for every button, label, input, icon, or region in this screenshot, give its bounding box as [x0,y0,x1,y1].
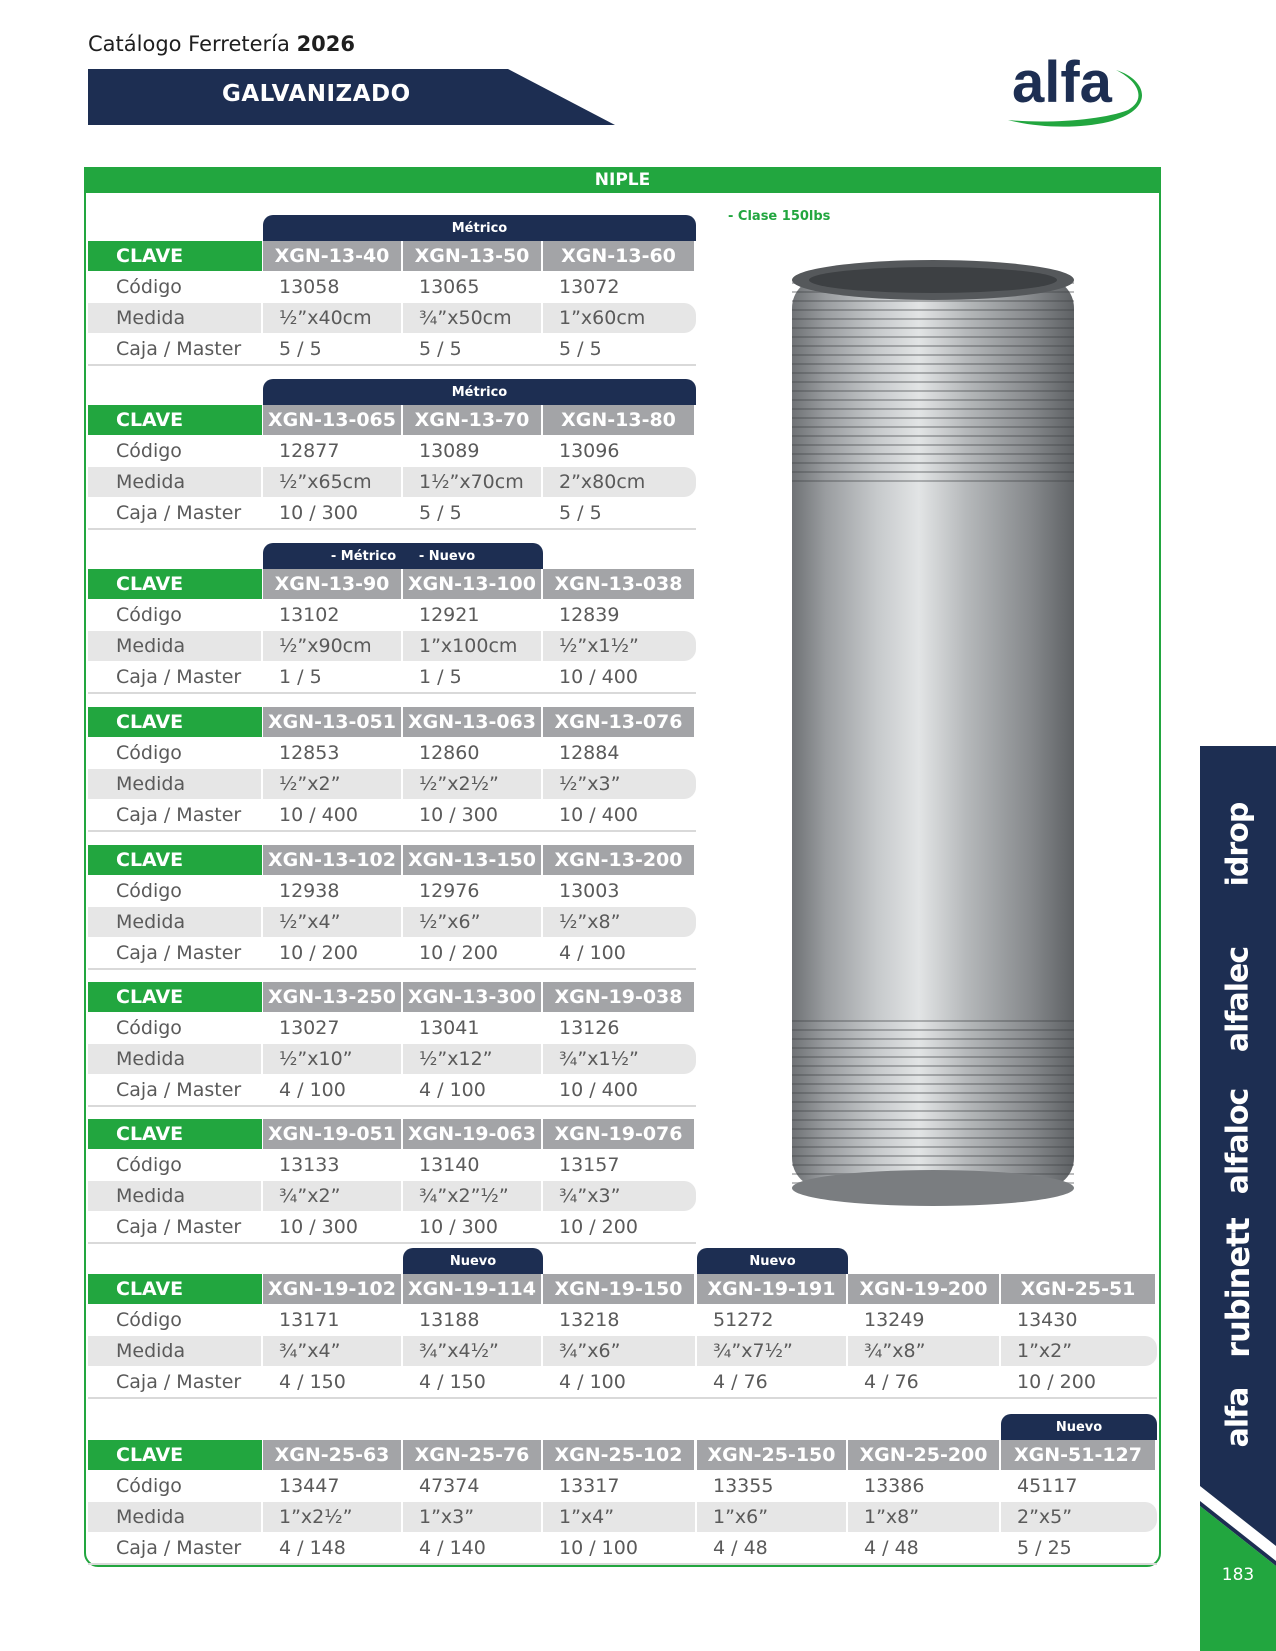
table-bottom-line [88,1397,1157,1399]
cell-medida: 2”x80cm [559,471,646,493]
column-separator [541,769,543,800]
table-bottom-line [88,528,696,530]
cell-caja: 4 / 48 [713,1537,768,1559]
table-bottom-line [88,692,696,694]
product-code: XGN-19-076 [543,1119,694,1149]
product-code: XGN-13-065 [263,405,401,435]
cell-caja: 5 / 5 [419,502,462,524]
page-number: 183 [1221,1565,1255,1585]
cell-caja: 10 / 300 [279,1216,358,1238]
cell-codigo: 13157 [559,1154,620,1176]
column-separator [401,303,403,334]
column-separator [541,631,543,662]
header-tag: - Métrico - Nuevo [263,543,543,569]
cell-caja: 5 / 25 [1017,1537,1072,1559]
cell-medida: 1”x8” [864,1506,920,1528]
table-bottom-line [88,1242,696,1244]
catalog-label: Catálogo Ferretería [88,32,290,56]
column-separator [401,1502,403,1533]
clave-label: CLAVE [88,1274,262,1304]
column-separator [261,1044,263,1075]
cell-medida: ½”x3” [559,773,621,795]
cell-codigo: 13058 [279,276,340,298]
class-note: - Clase 150lbs [728,209,831,224]
product-code: XGN-13-200 [543,845,694,875]
product-code: XGN-13-102 [263,845,401,875]
column-separator [401,769,403,800]
cell-caja: 10 / 400 [559,1079,638,1101]
row-label-caja: Caja / Master [116,1537,242,1559]
cell-caja: 4 / 140 [419,1537,486,1559]
cell-medida: ¾”x6” [559,1340,621,1362]
cell-medida: 1½”x70cm [419,471,524,493]
cell-medida: ¾”x3” [559,1185,621,1207]
cell-codigo: 12860 [419,742,480,764]
cell-codigo: 13072 [559,276,620,298]
product-code: XGN-25-200 [848,1440,999,1470]
column-separator [261,769,263,800]
cell-codigo: 13096 [559,440,620,462]
product-code: XGN-13-150 [403,845,541,875]
cell-codigo: 13089 [419,440,480,462]
cell-codigo: 51272 [713,1309,774,1331]
cell-codigo: 13171 [279,1309,340,1331]
cell-codigo: 13126 [559,1017,620,1039]
cell-codigo: 13188 [419,1309,480,1331]
product-code: XGN-25-76 [403,1440,541,1470]
product-code: XGN-19-102 [263,1274,401,1304]
cell-codigo: 12938 [279,880,340,902]
cell-codigo: 13430 [1017,1309,1078,1331]
row-label-codigo: Código [116,1017,182,1039]
row-label-caja: Caja / Master [116,502,242,524]
cell-caja: 10 / 200 [419,942,498,964]
row-label-medida: Medida [116,471,186,493]
column-separator [261,467,263,498]
clave-label: CLAVE [88,707,262,737]
table-bottom-line [88,968,696,970]
cell-medida: ¾”x2” [279,1185,341,1207]
column-separator [401,1044,403,1075]
cell-codigo: 12976 [419,880,480,902]
brand-idrop: idrop [1220,802,1256,887]
row-label-caja: Caja / Master [116,666,242,688]
cell-caja: 4 / 76 [713,1371,768,1393]
cell-caja: 5 / 5 [279,338,322,360]
product-code: XGN-25-51 [1001,1274,1155,1304]
row-label-codigo: Código [116,1154,182,1176]
brand-rubinett: rubinett [1219,1218,1257,1358]
row-label-caja: Caja / Master [116,1371,242,1393]
product-code: XGN-13-063 [403,707,541,737]
row-label-medida: Medida [116,1340,186,1362]
row-label-medida: Medida [116,635,186,657]
product-code: XGN-19-038 [543,982,694,1012]
brand-alfa: alfa [1220,1387,1256,1448]
column-separator [541,303,543,334]
cell-codigo: 13027 [279,1017,340,1039]
table-bottom-line [88,1105,696,1107]
logo-text: alfa [1012,50,1112,115]
column-separator [541,1336,543,1367]
header-tag: Métrico [263,215,696,241]
cell-caja: 1 / 5 [419,666,462,688]
cell-medida: ¾”x2”½” [419,1185,509,1207]
cell-codigo: 12884 [559,742,620,764]
cell-medida: ½”x4” [279,911,341,933]
cell-caja: 4 / 100 [279,1079,346,1101]
cell-medida: ½”x40cm [279,307,372,329]
clave-label: CLAVE [88,1119,262,1149]
cell-caja: 4 / 100 [559,942,626,964]
cell-medida: ¾”x50cm [419,307,512,329]
column-separator [261,907,263,938]
row-label-codigo: Código [116,604,182,626]
row-label-medida: Medida [116,1048,186,1070]
column-separator [261,1502,263,1533]
brand-alfaloc: alfaloc [1220,1088,1256,1195]
product-code: XGN-19-150 [543,1274,694,1304]
product-code: XGN-13-300 [403,982,541,1012]
cell-caja: 10 / 200 [559,1216,638,1238]
cell-medida: ½”x8” [559,911,621,933]
cell-medida: 1”x4” [559,1506,615,1528]
cell-medida: ¾”x8” [864,1340,926,1362]
column-separator [999,1502,1001,1533]
column-separator [401,1181,403,1212]
cell-codigo: 13140 [419,1154,480,1176]
product-code: XGN-13-076 [543,707,694,737]
cell-medida: 1”x60cm [559,307,646,329]
cell-medida: ½”x2” [279,773,341,795]
catalog-title [88,32,355,56]
row-label-medida: Medida [116,1185,186,1207]
cell-medida: 1”x3” [419,1506,475,1528]
cell-caja: 10 / 100 [559,1537,638,1559]
column-separator [695,1336,697,1367]
column-separator [846,1336,848,1367]
cell-medida: 1”x6” [713,1506,769,1528]
table-bottom-line [88,830,696,832]
column-separator [541,1181,543,1212]
row-label-codigo: Código [116,880,182,902]
cell-medida: 2”x5” [1017,1506,1073,1528]
row-label-medida: Medida [116,1506,186,1528]
product-code: XGN-19-200 [848,1274,999,1304]
cell-medida: ½”x12” [419,1048,493,1070]
column-separator [541,907,543,938]
cell-codigo: 12839 [559,604,620,626]
alfa-logo [1008,40,1168,130]
column-separator [999,1336,1001,1367]
cell-caja: 5 / 5 [419,338,462,360]
column-separator [261,631,263,662]
column-separator [261,1181,263,1212]
product-code: XGN-13-70 [403,405,541,435]
header-tag: Nuevo [697,1248,848,1274]
row-label-caja: Caja / Master [116,1216,242,1238]
cell-codigo: 13218 [559,1309,620,1331]
cell-caja: 4 / 48 [864,1537,919,1559]
column-separator [541,1044,543,1075]
cell-medida: 1”x2” [1017,1340,1073,1362]
product-code: XGN-13-90 [263,569,401,599]
clave-label: CLAVE [88,405,262,435]
table-bottom-line [88,364,696,366]
cell-medida: ½”x1½” [559,635,639,657]
product-code: XGN-19-191 [697,1274,846,1304]
cell-medida: ¾”x4½” [419,1340,499,1362]
cell-codigo: 12853 [279,742,340,764]
cell-medida: ½”x65cm [279,471,372,493]
cell-caja: 5 / 5 [559,338,602,360]
row-label-medida: Medida [116,773,186,795]
column-separator [541,1502,543,1533]
header-tag: Nuevo [403,1248,543,1274]
cell-codigo: 13041 [419,1017,480,1039]
column-separator [401,631,403,662]
cell-codigo: 13249 [864,1309,925,1331]
column-separator [261,1336,263,1367]
cell-medida: ¾”x7½” [713,1340,793,1362]
row-label-codigo: Código [116,440,182,462]
cell-codigo: 13102 [279,604,340,626]
cell-codigo: 13065 [419,276,480,298]
product-code: XGN-13-038 [543,569,694,599]
product-title: NIPLE [84,167,1161,193]
section-title: GALVANIZADO [222,81,411,107]
cell-caja: 4 / 100 [559,1371,626,1393]
product-code: XGN-25-63 [263,1440,401,1470]
clave-label: CLAVE [88,1440,262,1470]
cell-codigo: 13447 [279,1475,340,1497]
clave-label: CLAVE [88,569,262,599]
product-code: XGN-25-102 [543,1440,694,1470]
row-label-codigo: Código [116,1309,182,1331]
cell-medida: 1”x100cm [419,635,518,657]
cell-medida: 1”x2½” [279,1506,353,1528]
column-separator [261,303,263,334]
column-separator [846,1502,848,1533]
table-bottom-line [88,1563,1157,1565]
clave-label: CLAVE [88,241,262,271]
cell-codigo: 13386 [864,1475,925,1497]
cell-caja: 10 / 300 [419,1216,498,1238]
column-separator [401,467,403,498]
cell-caja: 10 / 300 [279,502,358,524]
cell-caja: 10 / 200 [1017,1371,1096,1393]
row-label-caja: Caja / Master [116,338,242,360]
product-code: XGN-13-250 [263,982,401,1012]
cell-codigo: 13133 [279,1154,340,1176]
catalog-year: 2026 [296,32,356,56]
cell-caja: 10 / 200 [279,942,358,964]
cell-caja: 4 / 100 [419,1079,486,1101]
cell-caja: 4 / 150 [279,1371,346,1393]
row-label-medida: Medida [116,911,186,933]
column-separator [541,467,543,498]
cell-caja: 10 / 400 [279,804,358,826]
product-code: XGN-13-60 [543,241,694,271]
cell-caja: 10 / 300 [419,804,498,826]
pipe-nipple-image [790,258,1080,1213]
cell-codigo: 12921 [419,604,480,626]
header-tag: Nuevo [1001,1414,1157,1440]
cell-caja: 4 / 76 [864,1371,919,1393]
product-code: XGN-13-100 [403,569,541,599]
clave-label: CLAVE [88,845,262,875]
cell-medida: ¾”x4” [279,1340,341,1362]
brand-alfalec: alfalec [1220,946,1256,1053]
product-code: XGN-51-127 [1001,1440,1155,1470]
cell-caja: 10 / 400 [559,666,638,688]
row-label-codigo: Código [116,742,182,764]
cell-medida: ¾”x1½” [559,1048,639,1070]
product-code: XGN-19-114 [403,1274,541,1304]
column-separator [401,1336,403,1367]
product-code: XGN-19-051 [263,1119,401,1149]
row-label-caja: Caja / Master [116,1079,242,1101]
cell-caja: 4 / 150 [419,1371,486,1393]
cell-caja: 4 / 148 [279,1537,346,1559]
product-code: XGN-13-50 [403,241,541,271]
clave-label: CLAVE [88,982,262,1012]
product-code: XGN-19-063 [403,1119,541,1149]
row-label-caja: Caja / Master [116,804,242,826]
cell-codigo: 12877 [279,440,340,462]
product-code: XGN-13-40 [263,241,401,271]
header-tag: Métrico [263,379,696,405]
cell-codigo: 13003 [559,880,620,902]
product-code: XGN-13-051 [263,707,401,737]
cell-medida: ½”x2½” [419,773,499,795]
cell-medida: ½”x90cm [279,635,372,657]
column-separator [401,907,403,938]
cell-caja: 1 / 5 [279,666,322,688]
product-code: XGN-25-150 [697,1440,846,1470]
column-separator [695,1502,697,1533]
cell-codigo: 13317 [559,1475,620,1497]
cell-codigo: 13355 [713,1475,774,1497]
cell-codigo: 47374 [419,1475,480,1497]
row-label-codigo: Código [116,276,182,298]
cell-caja: 5 / 5 [559,502,602,524]
row-label-codigo: Código [116,1475,182,1497]
cell-medida: ½”x6” [419,911,481,933]
cell-codigo: 45117 [1017,1475,1078,1497]
row-label-caja: Caja / Master [116,942,242,964]
row-label-medida: Medida [116,307,186,329]
cell-medida: ½”x10” [279,1048,353,1070]
product-code: XGN-13-80 [543,405,694,435]
cell-caja: 10 / 400 [559,804,638,826]
